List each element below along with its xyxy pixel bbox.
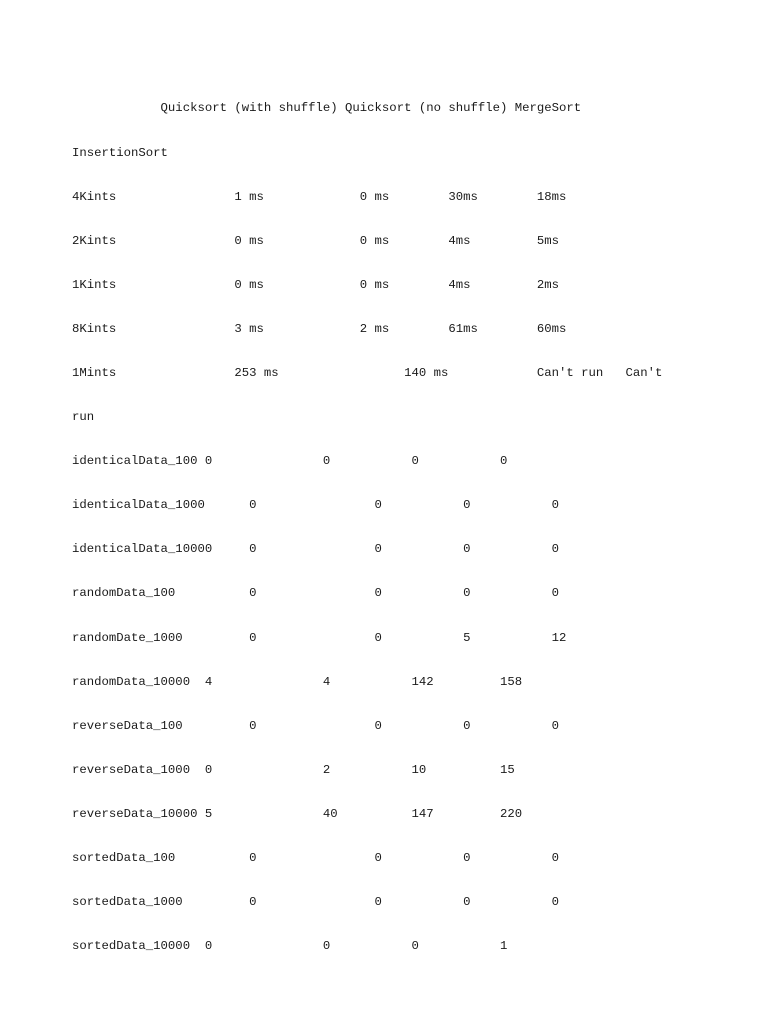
- header-line-continuation: InsertionSort: [72, 145, 168, 160]
- text-line: reverseData_100 0 0 0 0: [72, 718, 560, 733]
- text-line: run: [72, 410, 95, 425]
- text-line: 1Mints 253 ms 140 ms Can't run Can't: [72, 365, 663, 380]
- text-line: reverseData_10000 5 40 147 220: [72, 806, 523, 821]
- text-line: 4Kints 1 ms 0 ms 30ms 18ms: [72, 189, 567, 204]
- text-line: randomData_100 0 0 0 0: [72, 586, 560, 601]
- text-line: reverseData_1000 0 2 10 15: [72, 762, 515, 777]
- text-line: identicalData_10000 0 0 0 0: [72, 542, 560, 557]
- header-line: Quicksort (with shuffle) Quicksort (no shuffle) MergeSort: [72, 101, 582, 116]
- text-line: 8Kints 3 ms 2 ms 61ms 60ms: [72, 321, 567, 336]
- text-line: randomData_10000 4 4 142 158: [72, 674, 523, 689]
- text-line: 1Kints 0 ms 0 ms 4ms 2ms: [72, 277, 560, 292]
- text-line: sortedData_100 0 0 0 0: [72, 851, 560, 865]
- text-line: sortedData_10000 0 0 0 1: [72, 939, 508, 954]
- text-line: identicalData_100 0 0 0 0: [72, 454, 508, 469]
- text-line: sortedData_1000 0 0 0 0: [72, 895, 560, 910]
- text-line: 2Kints 0 ms 0 ms 4ms 5ms: [72, 233, 560, 248]
- text-line: randomDate_1000 0 0 5 12: [72, 630, 567, 645]
- text-line: identicalData_1000 0 0 0 0: [72, 498, 560, 513]
- document-body: [72, 72, 712, 969]
